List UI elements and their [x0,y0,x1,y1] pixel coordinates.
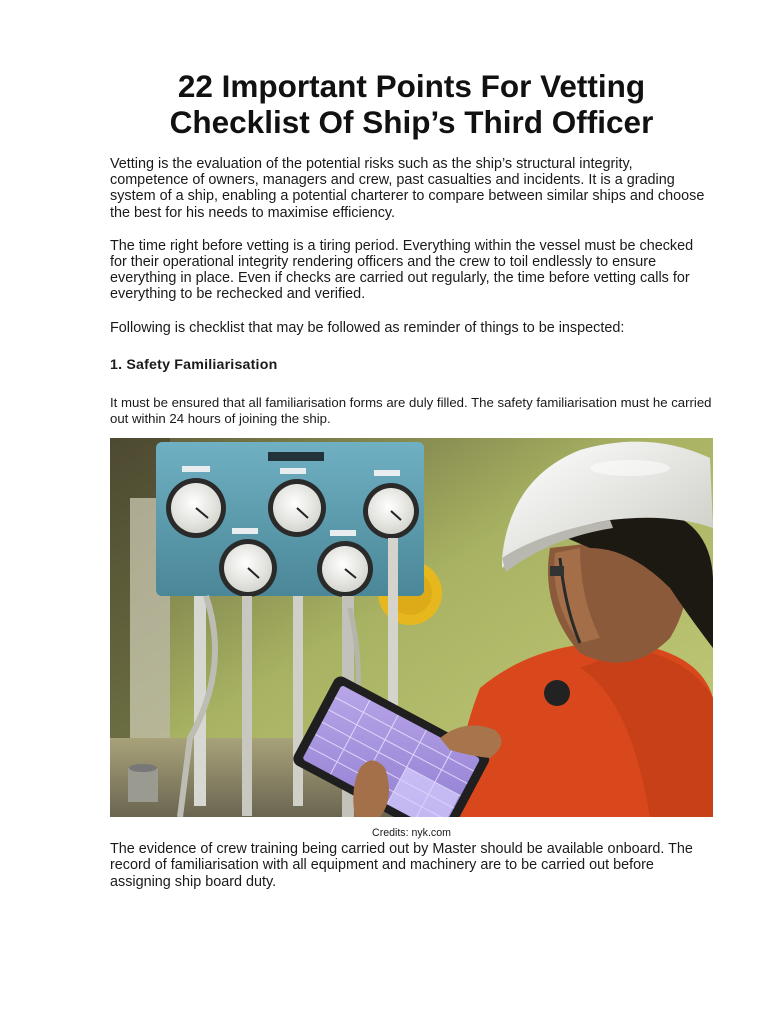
paragraph-before-vetting: The time right before vetting is a tiring period. Everything within the vessel must be checked for their operational integrity rendering officers and the crew to toil endlessly to ensure everything in place. Even if checks are carried out regularly, the time before vetting calls for everything to be rechecked and verified. [110,237,694,303]
photo-officer-with-tablet [110,438,713,817]
section-heading: 1. Safety Familiarisation [110,356,278,373]
image-credit: Credits: nyk.com [372,827,451,840]
paragraph-crew-training: The evidence of crew training being carried out by Master should be available onboard. The record of familiarisation with all equipment and machinery are to be carried out before assigning ship board duty. [110,841,693,890]
gauge-icon [166,478,226,538]
paragraph-checklist-intro: Following is checklist that may be followed as reminder of things to be inspected: [110,319,625,336]
title-line-2: Checklist Of Ship’s Third Officer [169,104,654,140]
paragraph-vetting-definition: Vetting is the evaluation of the potential risks such as the ship’s structural integrity, competence of owners, managers and crew, past casualties and incidents. It is a grading system of a ship, enabling a potential charterer to compare between similar ships and choose the best for his needs to maximise efficiency. [110,156,705,221]
title-line-1: 22 Important Points For Vetting [177,68,646,104]
paragraph-familiarisation-forms: It must be ensured that all familiarisation forms are duly filled. The safety familiarisation must he carried out within 24 hours of joining the ship. [110,395,712,427]
document-title [110,68,713,140]
document-page [110,68,713,890]
